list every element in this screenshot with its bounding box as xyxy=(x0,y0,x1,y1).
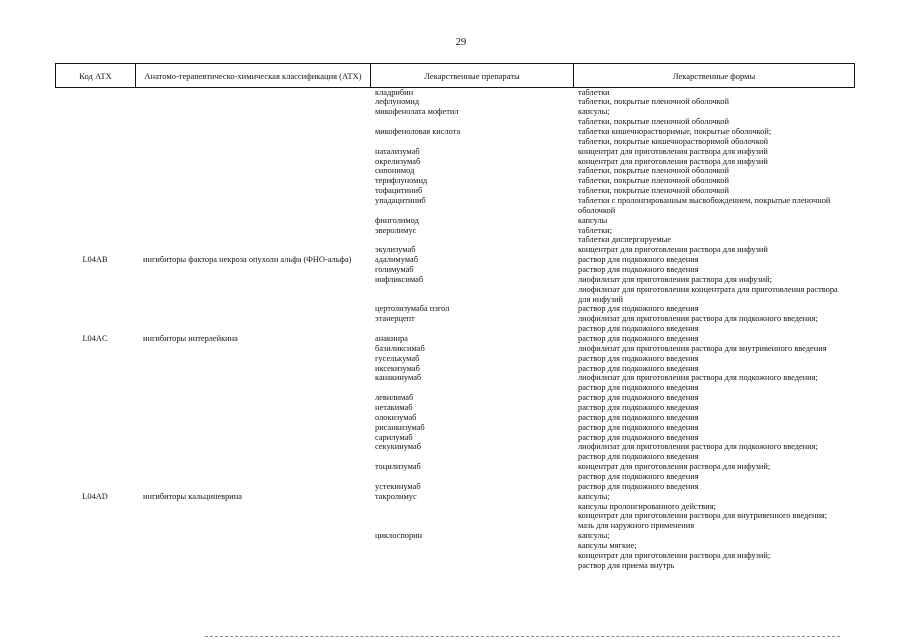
table-row xyxy=(0,561,905,571)
table-row xyxy=(0,186,905,196)
drug-name: секукинумаб xyxy=(375,442,422,452)
drug-name: окрелизумаб xyxy=(375,156,421,166)
drug-name: упадацитиниб xyxy=(375,195,426,205)
table-row xyxy=(0,433,905,443)
drug-name: сипонимод xyxy=(375,166,415,176)
drug-name: нетакимаб xyxy=(375,403,413,412)
dosage-form: таблетки с пролонгированным высвобождением, покрытые пленочной xyxy=(578,195,831,205)
dosage-form: таблетки, покрытые пленочной оболочкой xyxy=(578,186,729,196)
table-row xyxy=(0,551,905,561)
atc-class-name: ингибиторы интерлейкина xyxy=(143,333,238,343)
dosage-form: раствор для подкожного введения xyxy=(578,412,699,422)
header-atc-classification: Анатомо-терапевтическо-химическая классификация (АТХ) xyxy=(136,64,371,87)
dosage-form: концентрат для приготовления раствора для внутривенного введения; xyxy=(578,511,828,521)
table-row xyxy=(0,442,905,452)
table-row xyxy=(0,423,905,433)
dosage-form: капсулы мягкие; xyxy=(578,541,637,551)
drug-name: экулизумаб xyxy=(375,245,416,255)
dosage-form: лиофилизат для приготовления раствора для подкожного введения; xyxy=(578,442,818,452)
table-row xyxy=(0,364,905,374)
table-header xyxy=(55,63,855,88)
table-row xyxy=(0,373,905,383)
drug-name: канакинумаб xyxy=(375,373,422,383)
atc-code: L04AC xyxy=(82,333,108,343)
dosage-form: капсулы xyxy=(578,215,608,225)
dosage-form: раствор для подкожного введения xyxy=(578,255,699,265)
dosage-form: таблетки, покрытые пленочной оболочкой xyxy=(578,166,729,176)
table-row xyxy=(0,521,905,531)
dosage-form: раствор для подкожного введения xyxy=(578,432,699,442)
table-row xyxy=(0,147,905,157)
atc-code: L04AD xyxy=(82,491,108,501)
dosage-form: таблетки, покрытые пленочной оболочкой xyxy=(578,117,729,127)
drug-name: финголимод xyxy=(375,215,419,225)
table-row xyxy=(0,324,905,334)
table-row xyxy=(0,541,905,551)
drug-name: такролимус xyxy=(375,491,417,501)
drug-name: анакинра xyxy=(375,333,408,343)
dosage-form: капсулы; xyxy=(578,491,610,501)
table-row xyxy=(0,482,905,492)
table-row xyxy=(0,166,905,176)
dosage-form: капсулы; xyxy=(578,531,610,541)
drug-name: рисанкизумаб xyxy=(375,422,425,432)
dosage-form: капсулы; xyxy=(578,107,610,117)
table-body xyxy=(0,88,905,571)
drug-name: адалимумаб xyxy=(375,255,419,265)
table-row xyxy=(0,88,905,98)
drug-name: лефлуномид xyxy=(375,97,420,107)
drug-name: микофеноловая кислота xyxy=(375,126,461,136)
table-row xyxy=(0,265,905,275)
dosage-form: лиофилизат для приготовления раствора для подкожного введения; xyxy=(578,373,818,383)
dosage-form: таблетки; xyxy=(578,225,612,235)
dosage-form: капсулы пролонгированного действия; xyxy=(578,501,716,511)
table-row xyxy=(0,127,905,137)
table-row xyxy=(0,206,905,216)
drug-name: иксекизумаб xyxy=(375,363,420,373)
drug-name: эверолимус xyxy=(375,225,417,235)
dosage-form: раствор для подкожного введения xyxy=(578,363,699,373)
table-row xyxy=(0,511,905,521)
page-number: 29 xyxy=(455,37,467,48)
dosage-form: концентрат для приготовления раствора для инфузий; xyxy=(578,462,771,472)
dosage-form: таблетки, покрытые кишечнорастворимой оболочкой xyxy=(578,136,769,146)
table-row xyxy=(0,403,905,413)
table-row xyxy=(0,334,905,344)
table-row xyxy=(0,462,905,472)
dosage-form: концентрат для приготовления раствора для инфузий xyxy=(578,146,768,156)
dosage-form: оболочкой xyxy=(578,205,616,215)
dosage-form: таблетки xyxy=(578,87,610,97)
table-row xyxy=(0,314,905,324)
drug-name: голимумаб xyxy=(375,264,414,274)
table-row xyxy=(0,275,905,285)
dosage-form: раствор для подкожного введения xyxy=(578,481,699,491)
table-row xyxy=(0,137,905,147)
drug-name: натализумаб xyxy=(375,146,420,156)
dosage-form: таблетки, покрытые пленочной оболочкой xyxy=(578,97,729,107)
drug-name: терифлуномид xyxy=(375,176,428,186)
atc-code: L04AB xyxy=(82,255,108,265)
dosage-form: концентрат для приготовления раствора для инфузий xyxy=(578,156,768,166)
table-row xyxy=(0,413,905,423)
header-drugs: Лекарственные препараты xyxy=(371,64,574,87)
table-row xyxy=(0,216,905,226)
table-row xyxy=(0,157,905,167)
dosage-form: раствор для подкожного введения xyxy=(578,304,699,314)
drug-name: тофацитиниб xyxy=(375,186,423,196)
table-row xyxy=(0,97,905,107)
table-row xyxy=(0,502,905,512)
drug-name: тоцилизумаб xyxy=(375,462,421,472)
table-row xyxy=(0,226,905,236)
drug-name: базиликсимаб xyxy=(375,343,425,353)
dosage-form: лиофилизат для приготовления раствора для подкожного введения; xyxy=(578,314,818,324)
dosage-form: концентрат для приготовления раствора для инфузий; xyxy=(578,550,771,560)
dosage-form: раствор для подкожного введения xyxy=(578,393,699,403)
table-row xyxy=(0,295,905,305)
dosage-form: лиофилизат для приготовления раствора для инфузий; xyxy=(578,274,772,284)
drug-name: инфликсимаб xyxy=(375,274,424,284)
table-row xyxy=(0,383,905,393)
page-edge-line xyxy=(205,636,840,637)
dosage-form: лиофилизат для приготовления раствора для внутривенного введения xyxy=(578,343,827,353)
atc-class-name: ингибиторы кальциневрина xyxy=(143,491,242,501)
dosage-form: раствор для подкожного введения xyxy=(578,383,699,393)
table-row xyxy=(0,196,905,206)
table-row xyxy=(0,531,905,541)
drug-name: кладрибин xyxy=(375,87,414,97)
drug-name: цертолизумаба пэгол xyxy=(375,304,450,314)
dosage-form: таблетки кишечнорастворимые, покрытые оболочкой; xyxy=(578,126,772,136)
drug-name: устекинумаб xyxy=(375,481,421,491)
drug-name: олокизумаб xyxy=(375,412,417,422)
table-row xyxy=(0,492,905,502)
drug-name: левилимаб xyxy=(375,393,414,403)
table-row xyxy=(0,344,905,354)
table-row xyxy=(0,354,905,364)
table-row xyxy=(0,285,905,295)
table-row xyxy=(0,452,905,462)
table-row xyxy=(0,107,905,117)
table-row xyxy=(0,255,905,265)
atc-class-name: ингибиторы фактора некроза опухоли альфа (ФНО-альфа) xyxy=(143,255,352,265)
dosage-form: раствор для подкожного введения xyxy=(578,333,699,343)
dosage-form: таблетки диспергируемые xyxy=(578,235,672,245)
header-atc-code: Код АТХ xyxy=(56,64,136,87)
dosage-form: раствор для подкожного введения xyxy=(578,353,699,363)
drug-name: этанерцепт xyxy=(375,314,415,324)
dosage-form: раствор для подкожного введения xyxy=(578,472,699,482)
table-row xyxy=(0,393,905,403)
dosage-form: таблетки, покрытые пленочной оболочкой xyxy=(578,176,729,186)
dosage-form: раствор для приема внутрь xyxy=(578,560,675,570)
drug-name: циклоспорин xyxy=(375,531,423,541)
drug-name: микофенолата мофетил xyxy=(375,107,459,117)
dosage-form: раствор для подкожного введения xyxy=(578,452,699,462)
dosage-form: мазь для наружного применения xyxy=(578,521,695,531)
table-row xyxy=(0,472,905,482)
drug-name: гуселькумаб xyxy=(375,353,420,363)
table-row xyxy=(0,235,905,245)
dosage-form: для инфузий xyxy=(578,294,624,304)
table-row xyxy=(0,245,905,255)
table-row xyxy=(0,304,905,314)
dosage-form: раствор для подкожного введения xyxy=(578,403,699,412)
dosage-form: концентрат для приготовления раствора для инфузий xyxy=(578,245,768,255)
dosage-form: раствор для подкожного введения xyxy=(578,422,699,432)
dosage-form: раствор для подкожного введения xyxy=(578,324,699,334)
dosage-form: раствор для подкожного введения xyxy=(578,264,699,274)
table-row xyxy=(0,176,905,186)
table-row xyxy=(0,117,905,127)
drug-name: сарилумаб xyxy=(375,432,413,442)
header-dosage-forms: Лекарственные формы xyxy=(672,70,756,81)
dosage-form: лиофилизат для приготовления концентрата для приготовления раствора xyxy=(578,284,838,294)
